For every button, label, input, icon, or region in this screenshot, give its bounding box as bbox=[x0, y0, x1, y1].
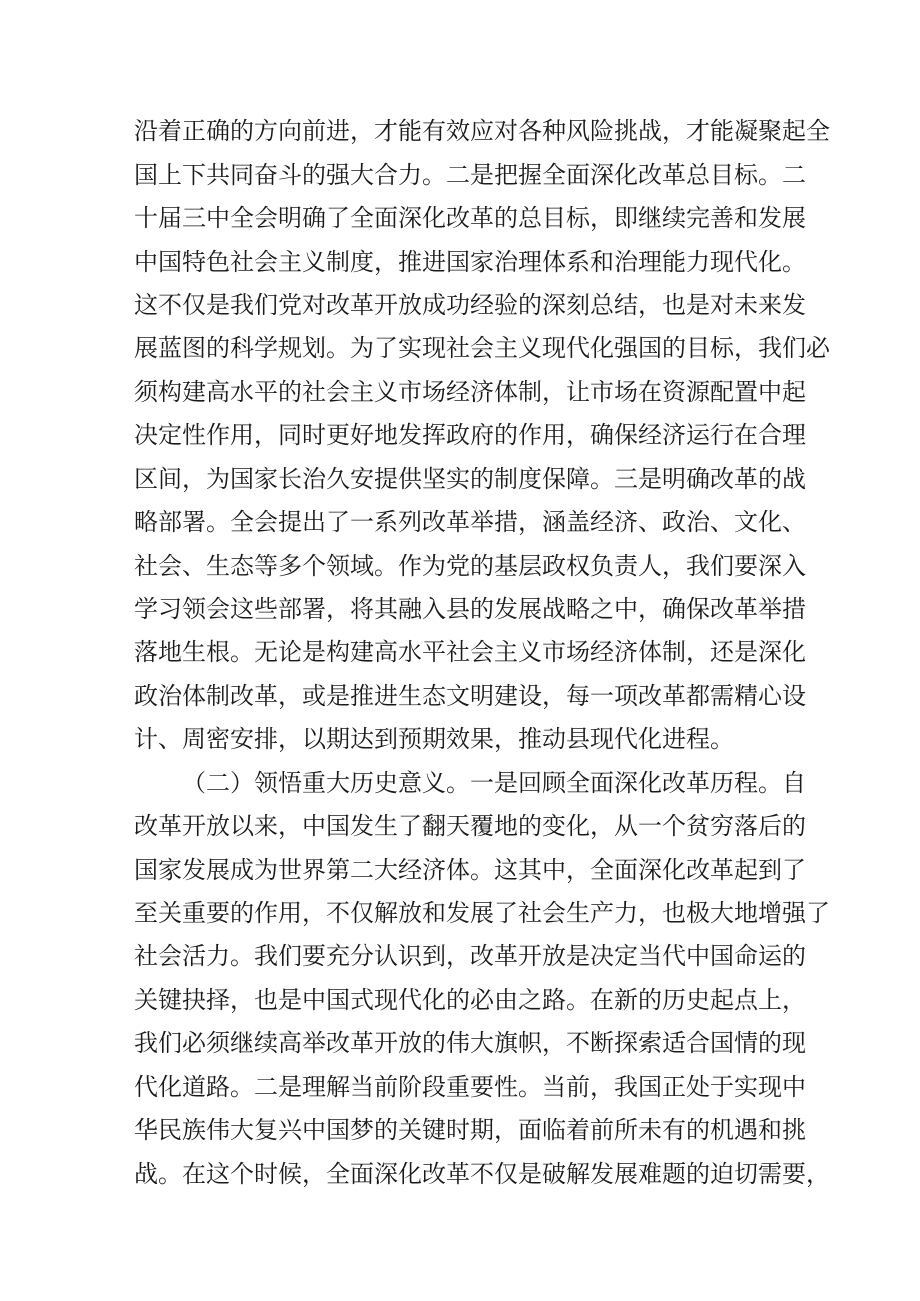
text-line-7: 须构建高水平的社会主义市场经济体制，让市场在资源配置中起 bbox=[134, 378, 806, 406]
text-line-6: 展蓝图的科学规划。为了实现社会主义现代化强国的目标，我们必 bbox=[134, 334, 830, 362]
text-line-1: 沿着正确的方向前进，才能有效应对各种风险挑战，才能凝聚起全 bbox=[134, 117, 830, 145]
text-line-15: 计、周密安排，以期达到预期效果，推动县现代化进程。 bbox=[134, 725, 734, 753]
text-line-23: 代化道路。二是理解当前阶段重要性。当前，我国正处于实现中 bbox=[134, 1073, 806, 1101]
text-line-3: 十届三中全会明确了全面深化改革的总目标，即继续完善和发展 bbox=[134, 204, 806, 232]
text-line-8: 决定性作用，同时更好地发挥政府的作用，确保经济运行在合理 bbox=[134, 421, 806, 449]
text-line-14: 政治体制改革，或是推进生态文明建设，每一项改革都需精心设 bbox=[134, 682, 806, 710]
text-line-12: 学习领会这些部署，将其融入县的发展战略之中，确保改革举措 bbox=[134, 595, 806, 623]
text-line-2: 国上下共同奋斗的强大合力。二是把握全面深化改革总目标。二 bbox=[134, 161, 806, 189]
text-line-10: 略部署。全会提出了一系列改革举措，涵盖经济、政治、文化、 bbox=[134, 508, 806, 536]
text-line-11: 社会、生态等多个领域。作为党的基层政权负责人，我们要深入 bbox=[134, 552, 806, 580]
text-line-24: 华民族伟大复兴中国梦的关键时期，面临着前所未有的机遇和挑 bbox=[134, 1116, 806, 1144]
text-line-4: 中国特色社会主义制度，推进国家治理体系和治理能力现代化。 bbox=[134, 248, 806, 276]
text-line-16: （二）领悟重大历史意义。一是回顾全面深化改革历程。自 bbox=[182, 769, 806, 797]
text-line-25: 战。在这个时候，全面深化改革不仅是破解发展难题的迫切需要， bbox=[134, 1160, 830, 1188]
text-line-19: 至关重要的作用，不仅解放和发展了社会生产力，也极大地增强了 bbox=[134, 899, 830, 927]
text-line-21: 关键抉择，也是中国式现代化的必由之路。在新的历史起点上， bbox=[134, 986, 806, 1014]
text-line-13: 落地生根。无论是构建高水平社会主义市场经济体制，还是深化 bbox=[134, 638, 806, 666]
text-line-9: 区间，为国家长治久安提供坚实的制度保障。三是明确改革的战 bbox=[134, 465, 806, 493]
text-line-17: 改革开放以来，中国发生了翻天覆地的变化，从一个贫穷落后的 bbox=[134, 812, 806, 840]
text-line-20: 社会活力。我们要充分认识到，改革开放是决定当代中国命运的 bbox=[134, 942, 806, 970]
text-line-22: 我们必须继续高举改革开放的伟大旗帜，不断探索适合国情的现 bbox=[134, 1029, 806, 1057]
text-line-5: 这不仅是我们党对改革开放成功经验的深刻总结，也是对未来发 bbox=[134, 291, 806, 319]
text-line-18: 国家发展成为世界第二大经济体。这其中，全面深化改革起到了 bbox=[134, 856, 806, 884]
